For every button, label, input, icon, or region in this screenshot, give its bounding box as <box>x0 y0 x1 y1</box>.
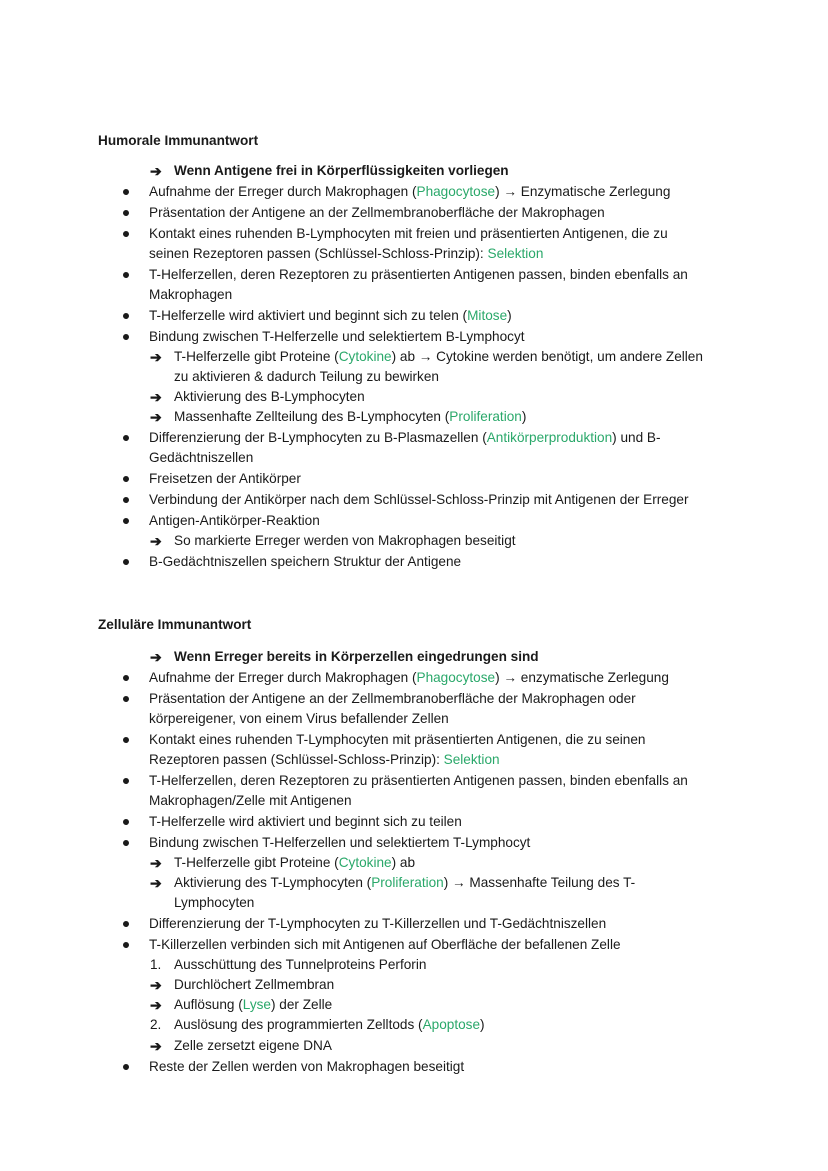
list-item: Differenzierung der B-Lymphocyten zu B-Plasmazellen (Antikörperproduktion) und B- <box>149 430 661 445</box>
sub-item: T-Helferzelle gibt Proteine (Cytokine) ab → Cytokine werden benötigt, um andere Zellen <box>174 349 703 364</box>
numbered-item: Auslösung des programmierten Zelltods (Apoptose) <box>174 1017 485 1032</box>
list-item-continued: Makrophagen/Zelle mit Antigenen <box>149 793 352 808</box>
arrow-right-icon: ➔ <box>150 1038 162 1054</box>
list-item: Aufnahme der Erreger durch Makrophagen (Phagocytose) → Enzymatische Zerlegung <box>149 184 671 199</box>
bullet-icon <box>123 518 129 524</box>
bullet-icon <box>123 435 129 441</box>
section-title-cellular: Zelluläre Immunantwort <box>98 617 252 632</box>
list-item: Kontakt eines ruhenden B-Lymphocyten mit freien und präsentierten Antigenen, die zu <box>149 226 668 241</box>
list-item: T-Helferzellen, deren Rezeptoren zu präsentierten Antigenen passen, binden ebenfalls an <box>149 267 688 282</box>
arrow-right-icon: ➔ <box>150 533 162 549</box>
list-item-continued: Makrophagen <box>149 287 233 302</box>
arrow-right-icon: ➔ <box>150 875 162 891</box>
list-item: Antigen-Antikörper-Reaktion <box>149 513 320 528</box>
list-item: Differenzierung der T-Lymphocyten zu T-Killerzellen und T-Gedächtniszellen <box>149 916 607 931</box>
list-item: B-Gedächtniszellen speichern Struktur der Antigene <box>149 554 462 569</box>
arrow-right-icon: ➔ <box>150 977 162 993</box>
list-item: T-Helferzelle wird aktiviert und beginnt sich zu telen (Mitose) <box>149 308 512 323</box>
bullet-icon <box>123 675 129 681</box>
numbered-item: Ausschüttung des Tunnelproteins Perforin <box>174 957 427 972</box>
list-item: Freisetzen der Antikörper <box>149 471 301 486</box>
arrow-right-icon: ➔ <box>150 389 162 405</box>
section-title-humoral: Humorale Immunantwort <box>98 133 259 148</box>
list-item-continued: seinen Rezeptoren passen (Schlüssel-Schloss-Prinzip): Selektion <box>149 246 544 261</box>
sub-item: So markierte Erreger werden von Makrophagen beseitigt <box>174 533 516 548</box>
bullet-icon <box>123 819 129 825</box>
sub-item: Aktivierung des B-Lymphocyten <box>174 389 365 404</box>
bullet-icon <box>123 696 129 702</box>
list-item: T-Killerzellen verbinden sich mit Antigenen auf Oberfläche der befallenen Zelle <box>149 937 621 952</box>
list-item: T-Helferzelle wird aktiviert und beginnt sich zu teilen <box>149 814 462 829</box>
list-item: Aufnahme der Erreger durch Makrophagen (Phagocytose) → enzymatische Zerlegung <box>149 670 669 685</box>
sub-item: T-Helferzelle gibt Proteine (Cytokine) ab <box>174 855 416 870</box>
bullet-icon <box>123 272 129 278</box>
list-item: Bindung zwischen T-Helferzellen und selektiertem T-Lymphocyt <box>149 835 531 850</box>
sub-item: Durchlöchert Zellmembran <box>174 977 335 992</box>
list-item: Verbindung der Antikörper nach dem Schlüssel-Schloss-Prinzip mit Antigenen der Erreger <box>149 492 689 507</box>
arrow-right-icon: ➔ <box>150 855 162 871</box>
sub-item-continued: zu aktivieren & dadurch Teilung zu bewirken <box>174 369 439 384</box>
arrow-right-icon: ➔ <box>150 349 162 365</box>
sub-item: Zelle zersetzt eigene DNA <box>174 1038 332 1053</box>
bullet-icon <box>123 840 129 846</box>
sub-item: Massenhafte Zellteilung des B-Lymphocyten (Proliferation) <box>174 409 527 424</box>
sub-item: Aktivierung des T-Lymphocyten (Proliferation) → Massenhafte Teilung des T- <box>174 875 636 890</box>
list-item: Kontakt eines ruhenden T-Lymphocyten mit präsentierten Antigenen, die zu seinen <box>149 732 646 747</box>
arrow-right-icon: ➔ <box>150 649 162 665</box>
list-item: T-Helferzellen, deren Rezeptoren zu präsentierten Antigenen passen, binden ebenfalls an <box>149 773 688 788</box>
arrow-right-icon: ➔ <box>150 163 162 179</box>
arrow-right-icon: ➔ <box>150 997 162 1013</box>
bullet-icon <box>123 778 129 784</box>
list-item-continued: Rezeptoren passen (Schlüssel-Schloss-Prinzip): Selektion <box>149 752 500 767</box>
arrow-right-icon: ➔ <box>150 409 162 425</box>
list-item: Reste der Zellen werden von Makrophagen beseitigt <box>149 1059 465 1074</box>
bullet-icon <box>123 210 129 216</box>
list-item-continued: körpereigener, von einem Virus befallender Zellen <box>149 711 449 726</box>
list-item-continued: Gedächtniszellen <box>149 450 254 465</box>
list-item: Bindung zwischen T-Helferzelle und selektiertem B-Lymphocyt <box>149 329 525 344</box>
bullet-icon <box>123 921 129 927</box>
bullet-icon <box>123 189 129 195</box>
bullet-icon <box>123 559 129 565</box>
sub-item: Auflösung (Lyse) der Zelle <box>174 997 333 1012</box>
intro-humoral: Wenn Antigene frei in Körperflüssigkeiten vorliegen <box>174 163 509 178</box>
bullet-icon <box>123 313 129 319</box>
bullet-icon <box>123 231 129 237</box>
intro-cellular: Wenn Erreger bereits in Körperzellen eingedrungen sind <box>174 649 539 664</box>
bullet-icon <box>123 497 129 503</box>
bullet-icon <box>123 942 129 948</box>
bullet-icon <box>123 334 129 340</box>
list-number: 1. <box>150 957 162 972</box>
sub-item-continued: Lymphocyten <box>174 895 255 910</box>
bullet-icon <box>123 1064 129 1070</box>
list-number: 2. <box>150 1017 162 1032</box>
bullet-icon <box>123 737 129 743</box>
list-item: Präsentation der Antigene an der Zellmembranoberfläche der Makrophagen oder <box>149 691 636 706</box>
bullet-icon <box>123 476 129 482</box>
list-item: Präsentation der Antigene an der Zellmembranoberfläche der Makrophagen <box>149 205 605 220</box>
